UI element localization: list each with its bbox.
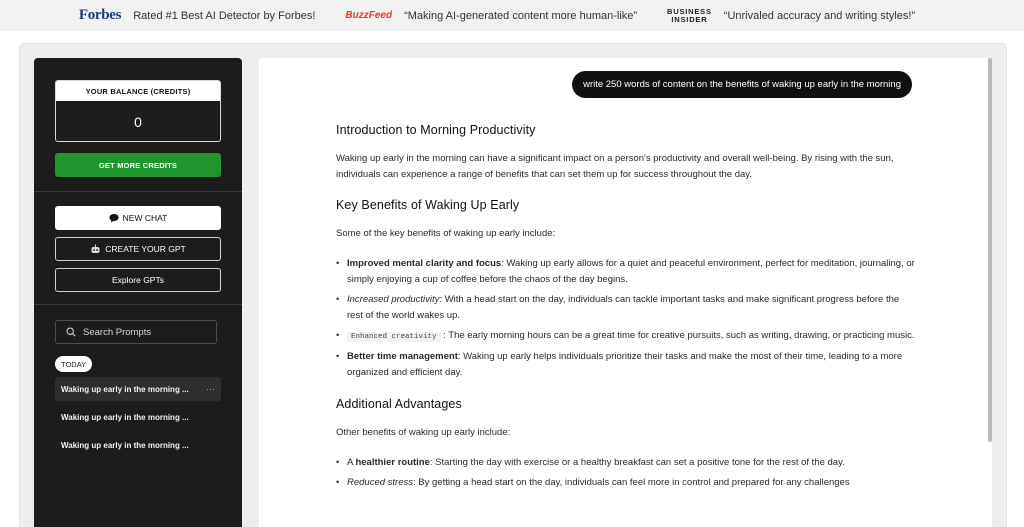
sidebar (34, 58, 242, 527)
content-scrollbar[interactable] (988, 58, 992, 442)
business-insider-quote: “Unrivaled accuracy and writing styles!” (723, 9, 916, 22)
benefits-list (336, 256, 916, 381)
chat-bubble-icon (109, 213, 119, 223)
list-item-term: Better time management (347, 351, 458, 362)
search-input[interactable] (83, 327, 203, 338)
list-item (346, 475, 916, 491)
user-prompt-bubble: write 250 words of content on the benefits of waking up early in the morning (572, 71, 912, 98)
section-paragraph: Other benefits of waking up early include: (336, 427, 511, 438)
section-heading: Additional Advantages (336, 397, 462, 411)
explore-gpts-label: Explore GPTs (112, 275, 164, 285)
business-insider-logo (667, 8, 712, 23)
section-heading: Key Benefits of Waking Up Early (336, 198, 520, 212)
list-item-term: Reduced stress (347, 477, 414, 488)
list-item-term: healthier routine (355, 457, 430, 468)
buzzfeed-quote: “Making AI-generated content more human-like” (404, 9, 638, 22)
list-item (346, 328, 916, 345)
list-item (346, 292, 916, 324)
list-item-term: Increased productivity (347, 294, 440, 305)
list-item-text: : Waking up early helps individuals prioritize their tasks and make the most of their time, leading to a more organized and efficient day. (347, 351, 903, 378)
new-chat-button[interactable] (55, 206, 221, 230)
today-badge: TODAY (55, 356, 92, 372)
sidebar-divider (34, 304, 242, 305)
balance-label: YOUR BALANCE (CREDITS) (56, 81, 220, 101)
list-item (346, 455, 916, 471)
balance-value: 0 (134, 114, 142, 130)
history-item-label: Waking up early in the morning ... (61, 440, 189, 450)
section-paragraph: Waking up early in the morning can have a significant impact on a person's productivity and overall well-being. By rising with the sun, individuals can experience a range of benefits that can set them up for success throughout the day. (336, 153, 894, 180)
list-item-text: : Waking up early allows for a quiet and peaceful environment, perfect for meditation, journaling, or simply enjoying a cup of coffee before the chaos of the day begins. (347, 258, 915, 285)
section-heading: Introduction to Morning Productivity (336, 123, 536, 137)
robot-icon (90, 244, 101, 254)
list-item-text: : Starting the day with exercise or a healthy breakfast can set a positive tone for the rest of the day. (429, 457, 845, 468)
history-item[interactable] (55, 433, 221, 457)
sidebar-divider (34, 191, 242, 192)
assistant-response (336, 122, 916, 506)
list-item (346, 349, 916, 381)
search-prompts[interactable] (55, 320, 217, 344)
history-item-label: Waking up early in the morning ... (61, 384, 189, 394)
search-icon (66, 327, 76, 337)
section-paragraph: Some of the key benefits of waking up early include: (336, 228, 556, 239)
forbes-logo: Forbes (78, 7, 122, 23)
explore-gpts-button[interactable] (55, 268, 221, 292)
list-item-text: : By getting a head start on the day, individuals can feel more in control and prepared for any challenges (413, 477, 850, 488)
create-gpt-label: CREATE YOUR GPT (105, 244, 186, 254)
list-item-text: : With a head start on the day, individuals can tackle important tasks and make significant progress before the rest of the world wakes up. (347, 294, 900, 321)
forbes-quote: Rated #1 Best AI Detector by Forbes! (133, 9, 316, 22)
chat-content (259, 58, 992, 527)
history-item-label: Waking up early in the morning ... (61, 412, 189, 422)
get-more-credits-button[interactable]: GET MORE CREDITS (55, 153, 221, 177)
press-banner (0, 0, 1024, 31)
list-item-term: Enhanced creativity (347, 332, 441, 342)
more-icon[interactable]: ··· (206, 384, 215, 394)
new-chat-label: NEW CHAT (122, 213, 168, 223)
create-gpt-button[interactable] (55, 237, 221, 261)
history-item[interactable] (55, 377, 221, 401)
bi-line2: INSIDER (671, 14, 708, 24)
buzzfeed-logo: BuzzFeed (345, 10, 393, 21)
bi-line1: BUSINESS (667, 7, 712, 16)
list-item (346, 256, 916, 288)
list-item-prefix: A (347, 457, 356, 468)
list-item-term: Improved mental clarity and focus (347, 258, 502, 269)
advantages-list (336, 455, 916, 491)
balance-card (55, 80, 221, 142)
list-item-text: : The early morning hours can be a great time for creative pursuits, such as writing, drawing, or practicing music. (440, 330, 915, 341)
history-item[interactable] (55, 405, 221, 429)
